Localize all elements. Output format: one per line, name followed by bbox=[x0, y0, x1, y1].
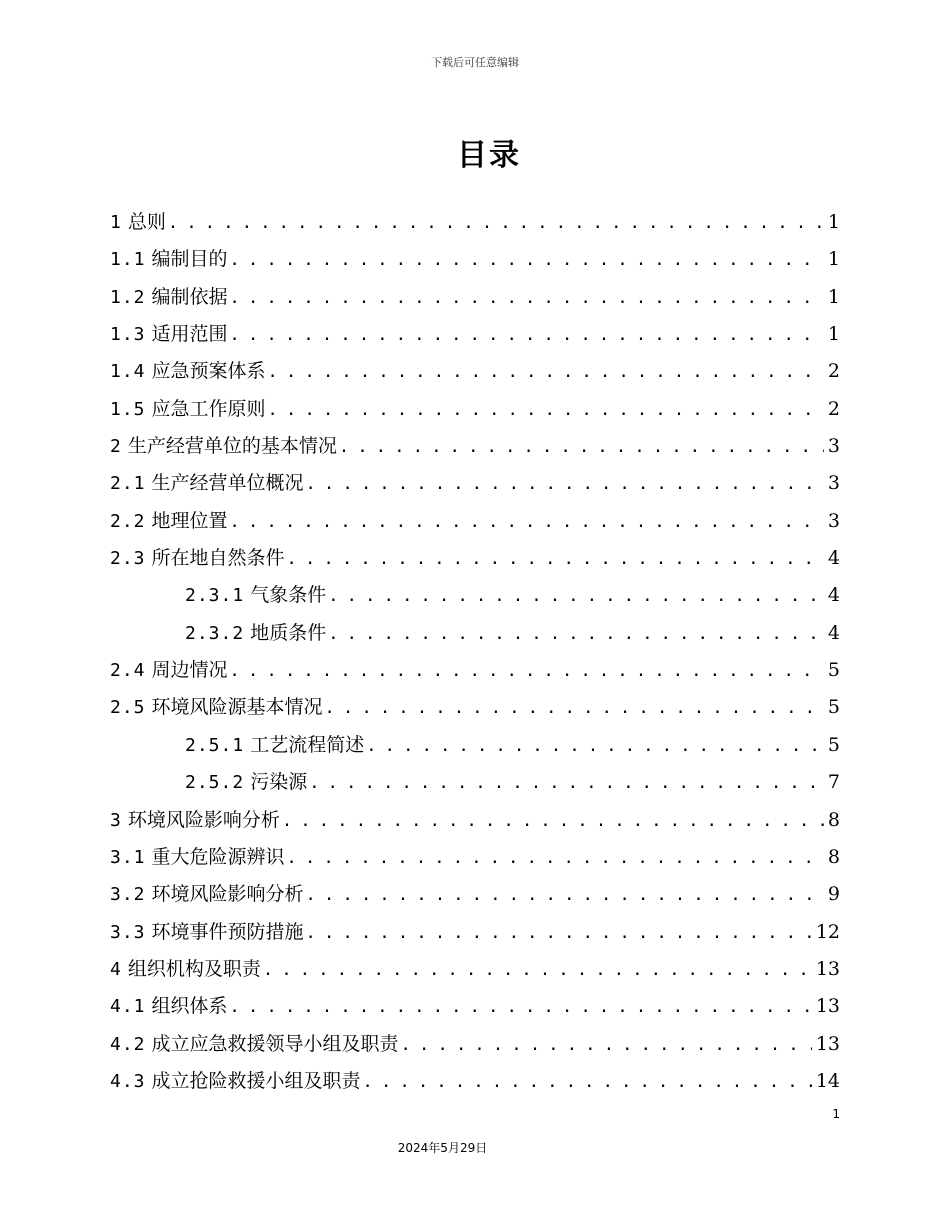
toc-entry-number: 2.5 bbox=[110, 697, 146, 719]
toc-entry-title: 适用范围 bbox=[151, 323, 228, 346]
toc-entry-page: 4 bbox=[827, 547, 840, 570]
toc-dot-leader bbox=[268, 354, 824, 390]
toc-entry-title: 总则 bbox=[127, 211, 166, 233]
toc-entry[interactable] bbox=[110, 727, 840, 764]
toc-entry-page: 2 bbox=[827, 397, 840, 420]
toc-entry-title: 环境风险影响分析 bbox=[127, 808, 280, 831]
toc-entry-number: 3.1 bbox=[110, 846, 146, 868]
toc-dot-leader bbox=[230, 504, 824, 540]
toc-entry-page: 3 bbox=[827, 509, 840, 532]
toc-entry-number: 2.4 bbox=[110, 660, 146, 682]
toc-entry[interactable] bbox=[110, 689, 840, 726]
toc-entry-page: 5 bbox=[827, 696, 840, 719]
toc-entry-page: 1 bbox=[827, 285, 840, 308]
toc-dot-leader bbox=[363, 1064, 812, 1100]
toc-entry-number: 3.3 bbox=[110, 921, 146, 943]
toc-entry-number: 3 bbox=[110, 809, 122, 831]
toc-entry[interactable] bbox=[110, 577, 840, 614]
toc-dot-leader bbox=[306, 915, 812, 951]
toc-entry-page: 14 bbox=[815, 1069, 840, 1092]
toc-entry[interactable] bbox=[110, 316, 840, 353]
toc-entry[interactable] bbox=[110, 615, 840, 652]
toc-entry-page: 13 bbox=[815, 1032, 840, 1055]
toc-entry[interactable] bbox=[110, 1063, 840, 1100]
toc-entry-page: 9 bbox=[827, 883, 840, 906]
toc-entry-number: 2.5.2 bbox=[185, 772, 245, 794]
toc-entry-page: 8 bbox=[827, 808, 840, 831]
toc-entry-title: 环境风险源基本情况 bbox=[151, 696, 323, 719]
toc-entry[interactable] bbox=[110, 764, 840, 801]
toc-dot-leader bbox=[328, 578, 824, 614]
toc-entry[interactable] bbox=[110, 428, 840, 465]
toc-entry-title: 地质条件 bbox=[250, 621, 327, 644]
page-number: 1 bbox=[832, 1107, 840, 1121]
table-of-contents bbox=[110, 204, 840, 1100]
toc-entry-page: 3 bbox=[827, 435, 840, 458]
toc-entry-page: 4 bbox=[827, 584, 840, 607]
toc-entry-number: 4.3 bbox=[110, 1070, 146, 1092]
toc-dot-leader bbox=[230, 317, 824, 353]
toc-dot-leader bbox=[230, 989, 812, 1025]
toc-entry-title: 地理位置 bbox=[151, 509, 228, 532]
toc-entry-title: 成立抢险救援小组及职责 bbox=[151, 1069, 361, 1092]
toc-entry-page: 1 bbox=[827, 323, 840, 346]
toc-entry[interactable] bbox=[110, 802, 840, 839]
toc-entry-number: 1.5 bbox=[110, 398, 146, 420]
toc-entry-page: 1 bbox=[827, 211, 840, 233]
toc-entry[interactable] bbox=[110, 279, 840, 316]
toc-entry-title: 污染源 bbox=[250, 771, 308, 794]
toc-entry[interactable] bbox=[110, 652, 840, 689]
toc-entry-number: 3.2 bbox=[110, 884, 146, 906]
toc-entry-title: 气象条件 bbox=[250, 584, 327, 607]
toc-entry-page: 2 bbox=[827, 360, 840, 383]
toc-dot-leader bbox=[282, 803, 824, 839]
toc-entry-page: 8 bbox=[827, 845, 840, 868]
footer-date: 2024年5月29日 bbox=[397, 1141, 488, 1155]
toc-dot-leader bbox=[306, 466, 824, 502]
toc-entry-number: 4.1 bbox=[110, 996, 146, 1018]
header-note: 下载后可任意编辑 bbox=[431, 56, 519, 69]
toc-entry-title: 环境事件预防措施 bbox=[151, 920, 304, 943]
toc-entry-page: 5 bbox=[827, 733, 840, 756]
toc-entry-title: 组织机构及职责 bbox=[127, 957, 261, 980]
toc-entry[interactable] bbox=[110, 204, 840, 241]
toc-entry-title: 应急预案体系 bbox=[151, 360, 266, 383]
toc-entry-number: 1 bbox=[110, 212, 122, 233]
toc-entry[interactable] bbox=[110, 353, 840, 390]
toc-entry[interactable] bbox=[110, 1026, 840, 1063]
page-title: 目录 bbox=[457, 138, 521, 173]
toc-entry-number: 2.3.2 bbox=[185, 622, 245, 644]
toc-entry[interactable] bbox=[110, 914, 840, 951]
toc-entry-title: 编制目的 bbox=[151, 248, 228, 271]
toc-entry-title: 应急工作原则 bbox=[151, 397, 266, 420]
toc-dot-leader bbox=[230, 280, 824, 316]
toc-entry[interactable] bbox=[110, 391, 840, 428]
toc-entry-number: 2.3 bbox=[110, 548, 146, 570]
toc-entry-title: 环境风险影响分析 bbox=[151, 883, 304, 906]
toc-dot-leader bbox=[328, 616, 824, 652]
toc-entry-number: 4 bbox=[110, 958, 122, 980]
toc-dot-leader bbox=[366, 728, 824, 764]
toc-entry-page: 13 bbox=[815, 995, 840, 1018]
toc-entry-title: 周边情况 bbox=[151, 659, 228, 682]
toc-dot-leader bbox=[306, 877, 824, 913]
toc-dot-leader bbox=[230, 242, 824, 278]
toc-entry-number: 2.3.1 bbox=[185, 585, 245, 607]
toc-dot-leader bbox=[168, 205, 824, 241]
toc-entry[interactable] bbox=[110, 876, 840, 913]
toc-dot-leader bbox=[309, 765, 824, 801]
toc-entry-number: 2.2 bbox=[110, 510, 146, 532]
toc-entry-title: 组织体系 bbox=[151, 995, 228, 1018]
toc-entry-title: 重大危险源辨识 bbox=[151, 845, 285, 868]
toc-entry-title: 编制依据 bbox=[151, 285, 228, 308]
toc-entry-page: 7 bbox=[827, 771, 840, 794]
toc-dot-leader bbox=[287, 840, 824, 876]
toc-dot-leader bbox=[325, 690, 824, 726]
toc-dot-leader bbox=[401, 1027, 812, 1063]
toc-entry[interactable] bbox=[110, 988, 840, 1025]
toc-dot-leader bbox=[230, 653, 824, 689]
toc-entry-number: 1.3 bbox=[110, 324, 146, 346]
toc-entry-number: 1.2 bbox=[110, 286, 146, 308]
toc-entry-title: 成立应急救援领导小组及职责 bbox=[151, 1032, 399, 1055]
toc-entry-number: 1.4 bbox=[110, 361, 146, 383]
toc-entry-title: 生产经营单位的基本情况 bbox=[127, 435, 337, 458]
toc-entry[interactable] bbox=[110, 839, 840, 876]
toc-entry-page: 1 bbox=[827, 248, 840, 271]
toc-dot-leader bbox=[263, 952, 812, 988]
toc-entry-number: 2.1 bbox=[110, 473, 146, 495]
toc-entry[interactable] bbox=[110, 241, 840, 278]
toc-entry[interactable] bbox=[110, 465, 840, 502]
toc-entry[interactable] bbox=[110, 503, 840, 540]
toc-entry-page: 3 bbox=[827, 472, 840, 495]
toc-entry-number: 4.2 bbox=[110, 1033, 146, 1055]
toc-entry-title: 所在地自然条件 bbox=[151, 547, 285, 570]
toc-dot-leader bbox=[339, 429, 824, 465]
toc-entry-title: 生产经营单位概况 bbox=[151, 472, 304, 495]
toc-entry-page: 13 bbox=[815, 957, 840, 980]
toc-entry-page: 5 bbox=[827, 659, 840, 682]
toc-entry-title: 工艺流程简述 bbox=[250, 733, 365, 756]
toc-entry-page: 12 bbox=[815, 920, 840, 943]
toc-dot-leader bbox=[287, 541, 824, 577]
toc-entry-number: 2 bbox=[110, 436, 122, 458]
toc-entry-number: 1.1 bbox=[110, 249, 146, 271]
toc-entry-page: 4 bbox=[827, 621, 840, 644]
toc-entry-number: 2.5.1 bbox=[185, 734, 245, 756]
toc-entry[interactable] bbox=[110, 540, 840, 577]
toc-dot-leader bbox=[268, 392, 824, 428]
toc-entry[interactable] bbox=[110, 951, 840, 988]
